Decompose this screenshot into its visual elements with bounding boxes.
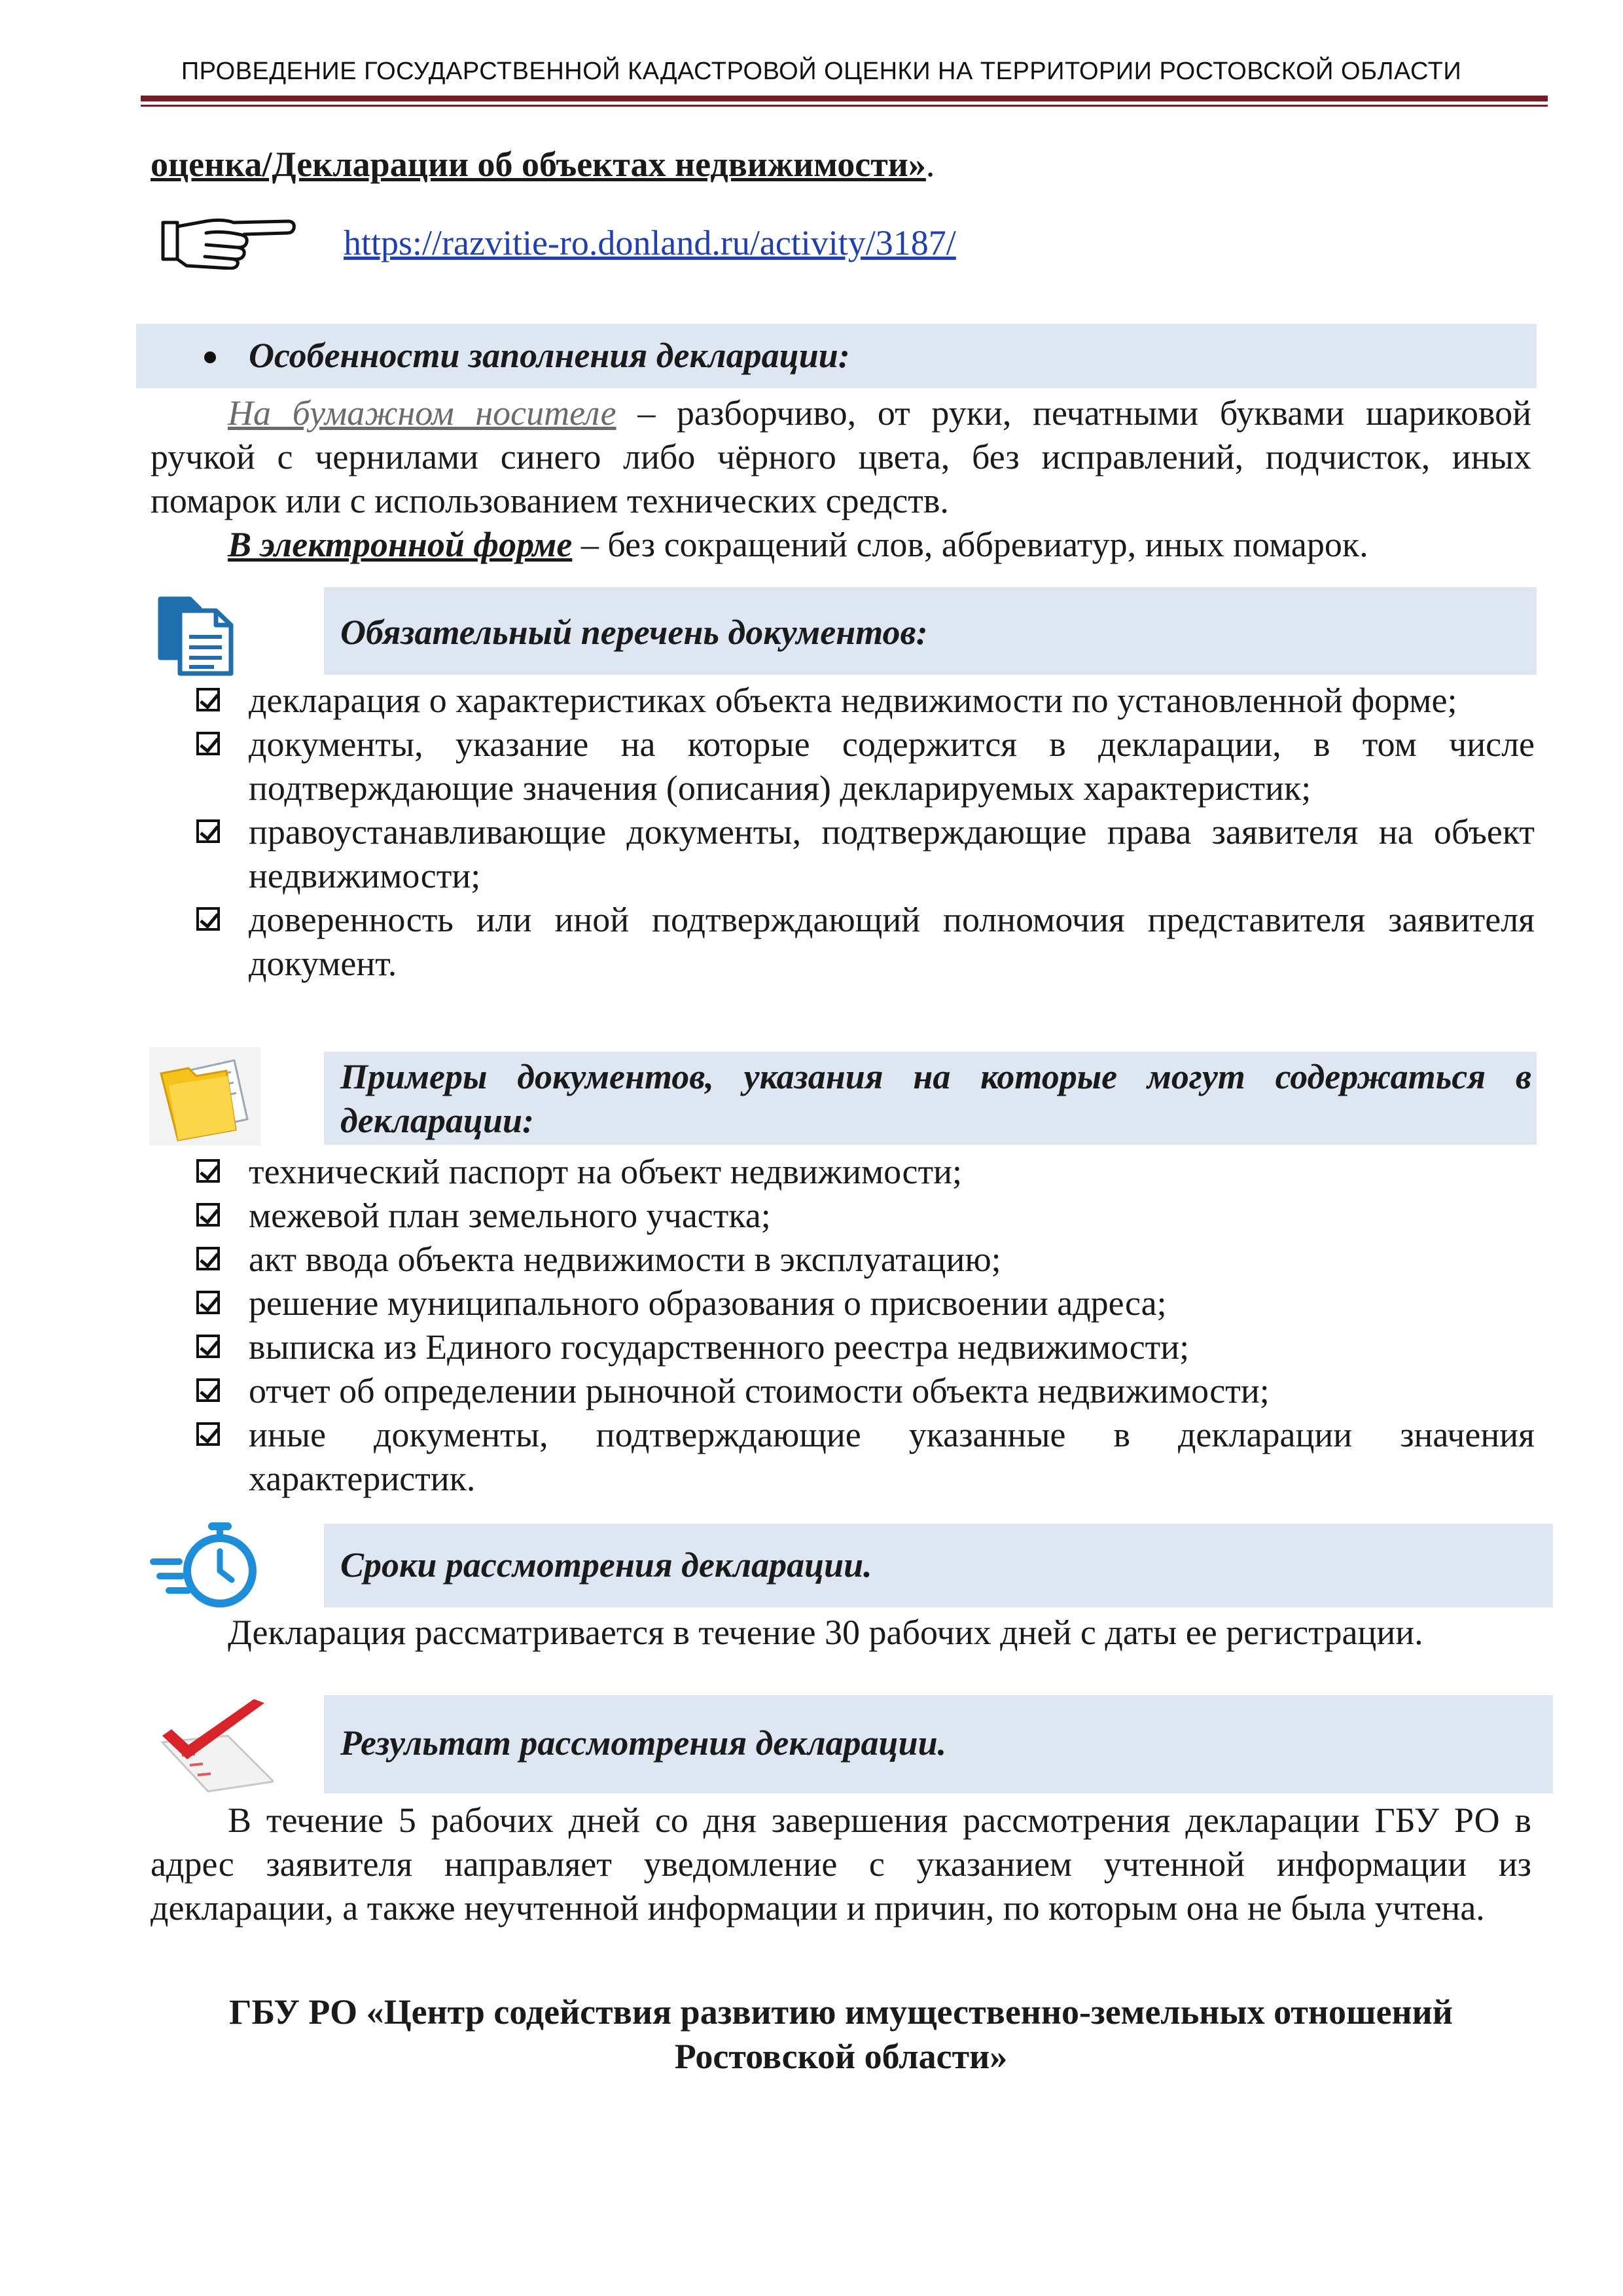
checkbox-icon (196, 1291, 220, 1314)
lead-punct: . (925, 145, 935, 184)
fill-electronic-paragraph (151, 523, 1531, 567)
list-item: документы, указание на которые содержится в декларации, в том числе подтверждающие значения (описания) декларируемых характеристик; (196, 723, 1535, 810)
running-header: ПРОВЕДЕНИЕ ГОСУДАРСТВЕННОЙ КАДАСТРОВОЙ ОЦЕНКИ НА ТЕРРИТОРИИ РОСТОВСКОЙ ОБЛАСТИ (181, 58, 1462, 85)
electronic-text: – без сокращений слов, аббревиатур, иных помарок. (572, 525, 1368, 564)
activity-link[interactable]: https://razvitie-ro.donland.ru/activity/3187/ (344, 223, 956, 262)
section-title-terms: Сроки рассмотрения декларации. (340, 1545, 872, 1585)
paper-label: На бумажном носителе (228, 393, 616, 433)
paper-text: – разборчиво, от руки, печатными буквами шариковой ручкой с чернилами синего либо чёрного цвета, без исправлений, подчисток, иных помарок или с использованием технических средств. (151, 393, 1532, 520)
bullet-icon (203, 350, 217, 365)
header-rule-thin (141, 105, 1548, 107)
folder-icon (149, 1047, 260, 1145)
list-item: межевой план земельного участка; (196, 1194, 1535, 1238)
list-item: правоустанавливающие документы, подтверждающие права заявителя на объект недвижимости; (196, 810, 1535, 898)
required-documents-list (196, 679, 1535, 986)
documents-icon (154, 586, 239, 677)
checkbox-icon (196, 1247, 220, 1270)
checkbox-icon (196, 732, 220, 755)
checkbox-icon (196, 1378, 220, 1402)
electronic-label: В электронной форме (228, 525, 573, 564)
result-paragraph: В течение 5 рабочих дней со дня завершения рассмотрения декларации ГБУ РО в адрес заявителя направляет уведомление с указанием учтенной информации из декларации, а также неучтенной информации и причин, по которым она не была учтена. (151, 1801, 1531, 1928)
stopwatch-icon (149, 1517, 260, 1612)
checkbox-icon (196, 1159, 220, 1183)
signature-line2: Ростовской области» (674, 2037, 1008, 2076)
checkbox-icon (196, 1335, 220, 1358)
fill-paper-paragraph (151, 391, 1531, 523)
header-rule-thick (141, 96, 1548, 101)
list-item: доверенность или иной подтверждающий полномочия представителя заявителя документ. (196, 898, 1535, 986)
pointing-hand-icon (160, 204, 298, 270)
example-documents-list (196, 1150, 1535, 1501)
checkbox-icon (196, 907, 220, 931)
lead-line (151, 144, 935, 185)
list-item: выписка из Единого государственного реестра недвижимости; (196, 1325, 1535, 1369)
section-title-required: Обязательный перечень документов: (340, 613, 928, 652)
terms-paragraph: Декларация рассматривается в течение 30 рабочих дней с даты ее регистрации. (228, 1613, 1423, 1652)
list-item: акт ввода объекта недвижимости в эксплуатацию; (196, 1238, 1535, 1282)
checkmark-icon (149, 1696, 274, 1795)
list-item: технический паспорт на объект недвижимости; (196, 1150, 1535, 1194)
signature-line1: ГБУ РО «Центр содействия развитию имущественно-земельных отношений (229, 1992, 1453, 2032)
section-title-result: Результат рассмотрения декларации. (340, 1723, 947, 1763)
list-item: решение муниципального образования о присвоении адреса; (196, 1282, 1535, 1325)
checkbox-icon (196, 1422, 220, 1446)
lead-text: оценка/Декларации об объектах недвижимости» (151, 145, 926, 184)
list-item: декларация о характеристиках объекта недвижимости по установленной форме; (196, 679, 1535, 723)
section-title-examples: Примеры документов, указания на которые могут содержаться в декларации: (340, 1057, 1531, 1140)
list-item: иные документы, подтверждающие указанные в декларации значения характеристик. (196, 1413, 1535, 1501)
signature (151, 1990, 1531, 2079)
checkbox-icon (196, 1203, 220, 1227)
section-title-fill: Особенности заполнения декларации: (249, 336, 850, 375)
checkbox-icon (196, 819, 220, 843)
list-item: отчет об определении рыночной стоимости объекта недвижимости; (196, 1369, 1535, 1413)
checkbox-icon (196, 688, 220, 711)
